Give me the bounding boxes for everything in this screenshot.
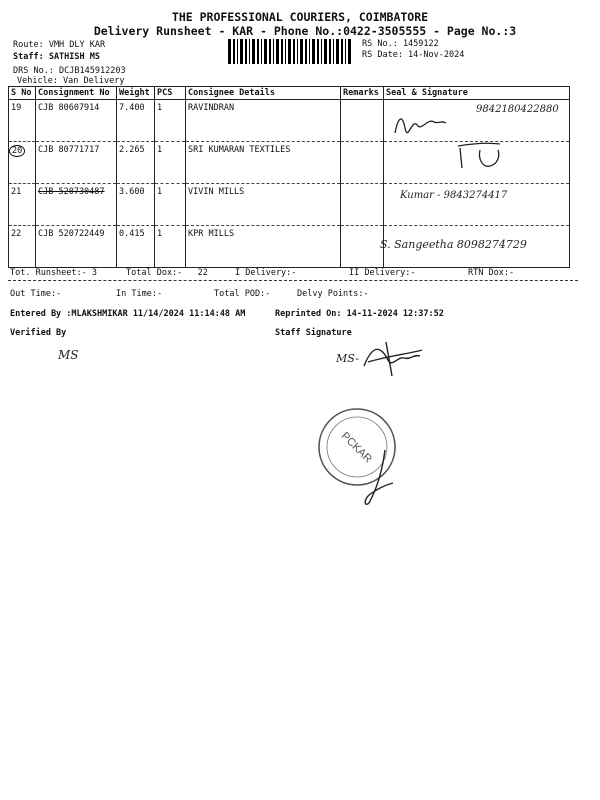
i-delivery: I Delivery:- bbox=[235, 268, 297, 278]
barcode-bar bbox=[233, 39, 235, 64]
staff-label: Staff: SATHISH MS bbox=[13, 52, 100, 62]
delvy-points: Delvy Points:- bbox=[297, 289, 369, 299]
cell-weight: 2.265 bbox=[117, 142, 155, 184]
barcode-bar bbox=[324, 39, 327, 64]
cell-remarks bbox=[341, 184, 384, 226]
cell-weight: 0.415 bbox=[117, 226, 155, 268]
in-time: In Time:- bbox=[116, 289, 163, 299]
handwritten-row22: S. Sangeetha 8098274729 bbox=[380, 238, 527, 251]
verified-initials: MS bbox=[58, 348, 79, 362]
barcode-bar bbox=[285, 39, 286, 64]
total-dox: Total Dox:- 22 bbox=[126, 268, 208, 278]
barcode-bar bbox=[228, 39, 231, 64]
rs-number: RS No.: 1459122 bbox=[362, 39, 439, 49]
route-label: Route: VMH DLY KAR bbox=[13, 40, 106, 50]
vehicle-label: Vehicle: Van Delivery bbox=[17, 76, 125, 86]
stamp-text: PCKAR bbox=[338, 430, 374, 466]
cell-pcs: 1 bbox=[155, 142, 186, 184]
barcode-bar bbox=[249, 39, 250, 64]
barcode-bar bbox=[237, 39, 238, 64]
barcode-bar bbox=[317, 39, 319, 64]
cell-remarks bbox=[341, 100, 384, 142]
cell-consignee: SRI KUMARAN TEXTILES bbox=[186, 142, 341, 184]
barcode-bar bbox=[276, 39, 279, 64]
stamp-signature-stroke bbox=[355, 445, 400, 510]
barcode-bar bbox=[336, 39, 339, 64]
barcode-bar bbox=[264, 39, 267, 64]
col-remarks: Remarks bbox=[341, 87, 384, 100]
cell-consignee: RAVINDRAN bbox=[186, 100, 341, 142]
barcode-bar bbox=[257, 39, 259, 64]
total-runsheet: Tot. Runsheet:- 3 bbox=[10, 268, 97, 278]
barcode-bar bbox=[309, 39, 310, 64]
company-title: THE PROFESSIONAL COURIERS, COIMBATORE bbox=[171, 10, 429, 24]
barcode-bar bbox=[269, 39, 271, 64]
barcode-bar bbox=[245, 39, 247, 64]
col-weight: Weight bbox=[117, 87, 155, 100]
verified-by-label: Verified By bbox=[10, 328, 67, 338]
barcode-bar bbox=[348, 39, 351, 64]
cell-consignment: CJB 520730487 bbox=[36, 184, 117, 226]
col-seal-signature: Seal & Signature bbox=[384, 87, 570, 100]
barcode-bar bbox=[305, 39, 307, 64]
barcode-bar bbox=[297, 39, 298, 64]
divider bbox=[8, 280, 578, 281]
barcode-bar bbox=[300, 39, 303, 64]
barcode-bar bbox=[293, 39, 295, 64]
barcode-bar bbox=[341, 39, 343, 64]
handwritten-signature-row20 bbox=[450, 138, 520, 173]
cell-remarks bbox=[341, 226, 384, 268]
cell-weight: 3.600 bbox=[117, 184, 155, 226]
barcode-bar bbox=[312, 39, 315, 64]
barcode-bar bbox=[281, 39, 283, 64]
entered-by: Entered By :MLAKSHMIKAR 11/14/2024 11:14:48 AM bbox=[10, 309, 246, 319]
cell-consignee: VIVIN MILLS bbox=[186, 184, 341, 226]
rtn-dox: RTN Dox:- bbox=[468, 268, 515, 278]
handwritten-phone: 9842180422880 bbox=[476, 104, 559, 115]
ii-delivery: II Delivery:- bbox=[349, 268, 416, 278]
handwritten-signature-row19 bbox=[390, 108, 450, 138]
cell-consignment: CJB 520722449 bbox=[36, 226, 117, 268]
col-pcs: PCS bbox=[155, 87, 186, 100]
staff-handwritten-signature bbox=[358, 336, 428, 381]
circled-sno: 20 bbox=[9, 145, 25, 157]
cell-pcs: 1 bbox=[155, 100, 186, 142]
total-pod: Total POD:- bbox=[214, 289, 271, 299]
handwritten-row21: Kumar - 9843274417 bbox=[400, 190, 508, 201]
cell-sno: 22 bbox=[9, 226, 36, 268]
runsheet-subtitle: Delivery Runsheet - KAR - Phone No.:0422-3505555 - Page No.:3 bbox=[93, 24, 517, 38]
staff-signature-label: Staff Signature bbox=[275, 328, 352, 338]
rs-date: RS Date: 14-Nov-2024 bbox=[362, 50, 465, 60]
barcode bbox=[228, 39, 352, 64]
cell-sno bbox=[9, 142, 36, 184]
barcode-bar bbox=[261, 39, 262, 64]
staff-sign-prefix: MS- bbox=[336, 352, 359, 365]
cell-consignment: CJB 80771717 bbox=[36, 142, 117, 184]
barcode-bar bbox=[345, 39, 346, 64]
cell-pcs: 1 bbox=[155, 226, 186, 268]
col-sno: S No bbox=[9, 87, 36, 100]
barcode-bar bbox=[273, 39, 274, 64]
barcode-bar bbox=[252, 39, 255, 64]
cell-consignee: KPR MILLS bbox=[186, 226, 341, 268]
barcode-bar bbox=[333, 39, 334, 64]
cell-pcs: 1 bbox=[155, 184, 186, 226]
barcode-bar bbox=[321, 39, 322, 64]
cell-consignment: CJB 80607914 bbox=[36, 100, 117, 142]
barcode-bar bbox=[329, 39, 331, 64]
cell-sno: 21 bbox=[9, 184, 36, 226]
cell-weight: 7.400 bbox=[117, 100, 155, 142]
reprinted-on: Reprinted On: 14-11-2024 12:37:52 bbox=[275, 309, 444, 319]
drs-number: DRS No.: DCJB145912203 bbox=[13, 66, 126, 76]
col-consignment: Consignment No bbox=[36, 87, 117, 100]
cell-sno: 19 bbox=[9, 100, 36, 142]
out-time: Out Time:- bbox=[10, 289, 62, 299]
col-consignee: Consignee Details bbox=[186, 87, 341, 100]
barcode-bar bbox=[288, 39, 291, 64]
table-header-row bbox=[9, 87, 570, 100]
cell-remarks bbox=[341, 142, 384, 184]
barcode-bar bbox=[240, 39, 243, 64]
